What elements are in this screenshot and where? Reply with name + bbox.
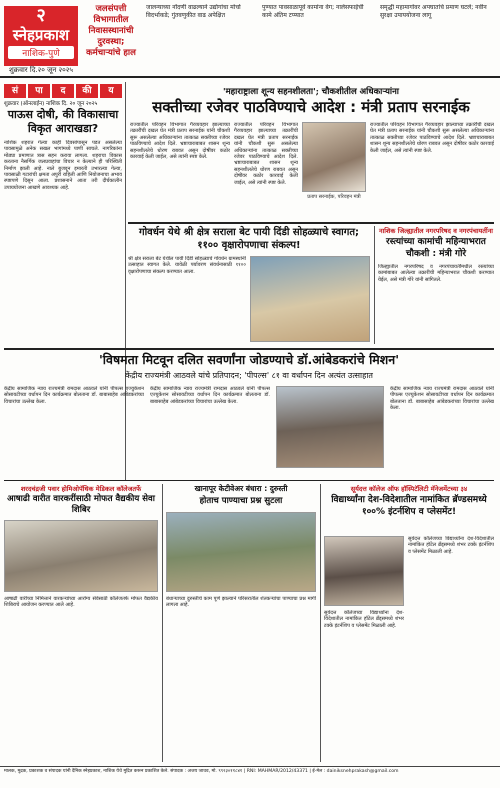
teaser-1: जालन्याच्या नोंदणी वाढल्याने उद्योगांचा मोर्चा विदर्भाकडे; गुंतवणुकीत वाढ अपेक्षित xyxy=(146,4,241,19)
bottom-story-1-body: आषाढी वारीच्या निमित्ताने वारकऱ्यांच्या आरोग्य सेवेसाठी कॉलेजतर्फे मोफत वैद्यकीय शिबिराचे आयोजन करण्यात आले आहे. xyxy=(4,596,158,609)
college-photo xyxy=(324,536,404,606)
editorial-label-cell: की xyxy=(76,84,98,98)
editorial-body: नाशिक शहरात गेल्या काही दिवसांपासून पडत असलेल्या पावसामुळे अनेक सखल भागांमध्ये पाणी साचले. नागरिकांना मोठ्या प्रमाणात त्रास सहन करावा लागला. शहराचा विकास करताना नैसर्गिक जलप्रवाहांचा विचार न केल्याने ही परिस्थिती निर्माण झाली आहे. नाले बुजवून इमारती उभारल्या गेल्या, पावसाळी गटारांची क्षमता अपुरी राहिली आणि नियोजनाचा अभाव स्पष्टपणे दिसून आला. प्रशासनाने आता तरी दीर्घकालीन उपाययोजना आखणे आवश्यक आहे. xyxy=(4,140,122,191)
camp-photo xyxy=(4,520,158,592)
bottom-story-2-headline: होताच पाण्याचा प्रश्न सुटला xyxy=(199,496,283,506)
imprint-footer: मालक, मुद्रक, प्रकाशक व संपादक यांनी दैनिक स्नेहप्रकाश, नाशिक येथे मुद्रित करून प्रकाशित केले. संपादक : अजय जाधव, मो. ९९२३०११८४१ | RNI: MAHMAR/2012/43371 | ई-मेल : dainiksnehprakash@gmail.com xyxy=(0,766,500,788)
section-rule xyxy=(4,480,494,481)
editorial-label-cell: य xyxy=(100,84,122,98)
editorial-label xyxy=(4,84,122,98)
red-teaser: जलसंपत्ती विभागातील निवासस्थानांची दुरवस्था; कर्मचाऱ्यांचे हाल xyxy=(86,4,136,58)
banner-headline: 'विषमता मिटवून दलित सवर्णांना जोडण्याचे डॉ.आंबेडकरांचे मिशन' xyxy=(98,352,400,367)
column-rule xyxy=(320,484,321,762)
story3-headline: रस्त्यांच्या कामांची महिन्याभरात चौकशी : मंत्री गोरे xyxy=(386,237,486,259)
minister-photo xyxy=(302,122,366,192)
banner-body-col3: केंद्रीय सामाजिक न्याय राज्यमंत्री रामदास आठवले यांनी पीपल्स एज्युकेशन सोसायटीच्या वर्धापन दिन कार्यक्रमात बोलताना डॉ. बाबासाहेब आंबेडकरांच्या विचारांचा उल्लेख केला. xyxy=(390,386,494,412)
bottom-story-3-body-col1: सूर्यदत्त कॉलेजच्या विद्यार्थ्यांना देश-विदेशातील नामांकित हॉटेल ब्रँड्समध्ये शंभर टक्के इंटर्नशिप व प्लेसमेंट मिळाली आहे. xyxy=(324,610,404,629)
story3-body: जिल्ह्यातील नगरपरिषद व नगरपंचायतींमधील रस्त्यांच्या कामांबाबत आलेल्या तक्रारींची महिन्याभरात चौकशी करण्यात येईल, असे मंत्री गोरे यांनी सांगितले. xyxy=(378,264,494,283)
story2-headline: गोवर्धन येथे श्री क्षेत्र सराला बेट पायी दिंडी सोहळ्याचे स्वागत; ११०० वृक्षारोपणाचा संकल्प! xyxy=(138,227,360,251)
lead-headline: सक्तीच्या रजेवर पाठविण्याचे आदेश : मंत्री प्रताप सरनाईक xyxy=(152,98,470,116)
story3-kicker: नाशिक जिल्ह्यातील नगरपरिषद व नगरपंचायतींना xyxy=(378,227,493,235)
lead-body-col2: राज्यातील परिवहन विभागात गैरव्यवहार झाल्याच्या तक्रारींची दखल घेत मंत्री प्रताप सरनाईक यांनी चौकशी सुरू असलेल्या अधिकाऱ्यांना तात्काळ सक्तीच्या रजेवर पाठविण्याचे आदेश दिले. भ्रष्टाचाराबाबत शासन शून्य सहनशीलतेचे धोरण राबवत असून दोषींवर कठोर कारवाई केली जाईल, असे त्यांनी स्पष्ट केले. xyxy=(234,122,298,186)
event-photo xyxy=(276,386,384,468)
teaser-3: समृद्धी महामार्गावर अपघातांचे प्रमाण घटले; नवीन सुरक्षा उपाययोजना लागू xyxy=(380,4,487,19)
bottom-story-3-kicker: सूर्यदत्त कॉलेज ऑफ हॉस्पिटॅलिटी मॅनेजमेंटच्या ३४ xyxy=(350,485,468,493)
bottom-story-3-body-col2: सूर्यदत्त कॉलेजच्या विद्यार्थ्यांना देश-विदेशातील नामांकित हॉटेल ब्रँड्समध्ये शंभर टक्के इंटर्नशिप व प्लेसमेंट मिळाली आहे. xyxy=(408,536,494,555)
story2-body: श्री क्षेत्र सराला बेट येथील पायी दिंडी सोहळ्याचे गोवर्धन ग्रामस्थांनी उत्साहात स्वागत केले. यावेळी पर्यावरण संवर्धनासाठी ११०० वृक्षारोपणाचा संकल्प करण्यात आला. xyxy=(128,256,246,275)
minister-photo-caption: प्रताप सरनाईक, परिवहन मंत्री xyxy=(307,194,361,200)
teaser-2: पुण्यात पावसाळापूर्व कामांना वेग; नालेसफाईची कामे अंतिम टप्प्यात xyxy=(262,4,364,19)
bottom-story-2-body: बंधाऱ्याच्या दुरुस्तीचे काम पूर्ण झाल्याने परिसरातील शेतकऱ्यांचा पाण्याचा प्रश्न मार्गी लागला आहे. xyxy=(166,596,316,609)
newspaper-logo xyxy=(4,6,78,66)
editorial-date: शुक्रवार (ऑनलाईन) नाशिक दि. २० जून २०२५ xyxy=(4,101,98,107)
banner-body-col2: केंद्रीय सामाजिक न्याय राज्यमंत्री रामदास आठवले यांनी पीपल्स एज्युकेशन सोसायटीच्या वर्धापन दिन कार्यक्रमात बोलताना डॉ. बाबासाहेब आंबेडकरांच्या विचारांचा उल्लेख केला. xyxy=(150,386,270,405)
lead-kicker: 'महाराष्ट्राला शून्य सहनशीलता'; चौकशीतील अधिकाऱ्यांना xyxy=(222,87,400,97)
logo-city: नाशिक-पुणे xyxy=(8,46,74,59)
editorial-label-cell: सं xyxy=(4,84,26,98)
column-rule xyxy=(162,484,163,762)
banner-body-col1: केंद्रीय सामाजिक न्याय राज्यमंत्री रामदास आठवले यांनी पीपल्स एज्युकेशन सोसायटीच्या वर्धापन दिन कार्यक्रमात बोलताना डॉ. बाबासाहेब आंबेडकरांच्या विचारांचा उल्लेख केला. xyxy=(4,386,144,405)
bottom-story-1-headline: आषाढी वारीत वारकरींसाठी मोफत वैद्यकीय सेवा शिबिर xyxy=(7,494,155,515)
lead-body-col3: राज्यातील परिवहन विभागात गैरव्यवहार झाल्याच्या तक्रारींची दखल घेत मंत्री प्रताप सरनाईक यांनी चौकशी सुरू असलेल्या अधिकाऱ्यांना तात्काळ सक्तीच्या रजेवर पाठविण्याचे आदेश दिले. भ्रष्टाचाराबाबत शासन शून्य सहनशीलतेचे धोरण राबवत असून दोषींवर कठोर कारवाई केली जाईल, असे त्यांनी स्पष्ट केले. xyxy=(370,122,494,154)
dindi-photo xyxy=(250,256,370,342)
column-rule xyxy=(374,226,375,344)
lead-body-col1: राज्यातील परिवहन विभागात गैरव्यवहार झाल्याच्या तक्रारींची दखल घेत मंत्री प्रताप सरनाईक यांनी चौकशी सुरू असलेल्या अधिकाऱ्यांना तात्काळ सक्तीच्या रजेवर पाठविण्याचे आदेश दिले. भ्रष्टाचाराबाबत शासन शून्य सहनशीलतेचे धोरण राबवत असून दोषींवर कठोर कारवाई केली जाईल, असे त्यांनी स्पष्ट केले. xyxy=(130,122,230,161)
logo-number: २ xyxy=(36,5,46,26)
bottom-story-1-kicker: शरदचंद्रजी पवार होमिओपॅथिक मेडिकल कॉलेजतर्फे xyxy=(20,485,142,493)
editorial-title: पाऊस दोषी, की विकासाचा विकृत आराखडा? xyxy=(7,108,119,135)
editorial-label-cell: द xyxy=(52,84,74,98)
masthead-rule xyxy=(0,76,500,78)
bottom-story-2-kicker: खानापूर केटीवेअर बंधारा : दुरुस्ती xyxy=(194,484,288,493)
banner-subhead: केंद्रीय राज्यमंत्री आठवले यांचे प्रतिपादन; 'पीपल्स' ८१ वा वर्धापन दिन अत्यंत उत्साहात xyxy=(125,371,373,380)
section-rule xyxy=(128,222,494,224)
editorial-label-cell: पा xyxy=(28,84,50,98)
dam-photo xyxy=(166,512,316,592)
section-rule xyxy=(4,348,494,350)
logo-name: स्नेहप्रकाश xyxy=(12,26,70,44)
masthead xyxy=(0,0,500,72)
bottom-story-3-headline: विद्यार्थ्यांना देश-विदेशातील नामांकित ब्रॅण्डसमध्ये १००% इंटर्नशिप व प्लेसमेंट! xyxy=(331,495,487,517)
issue-date: शुक्रवार दि.२० जून २०२५ xyxy=(8,66,74,74)
